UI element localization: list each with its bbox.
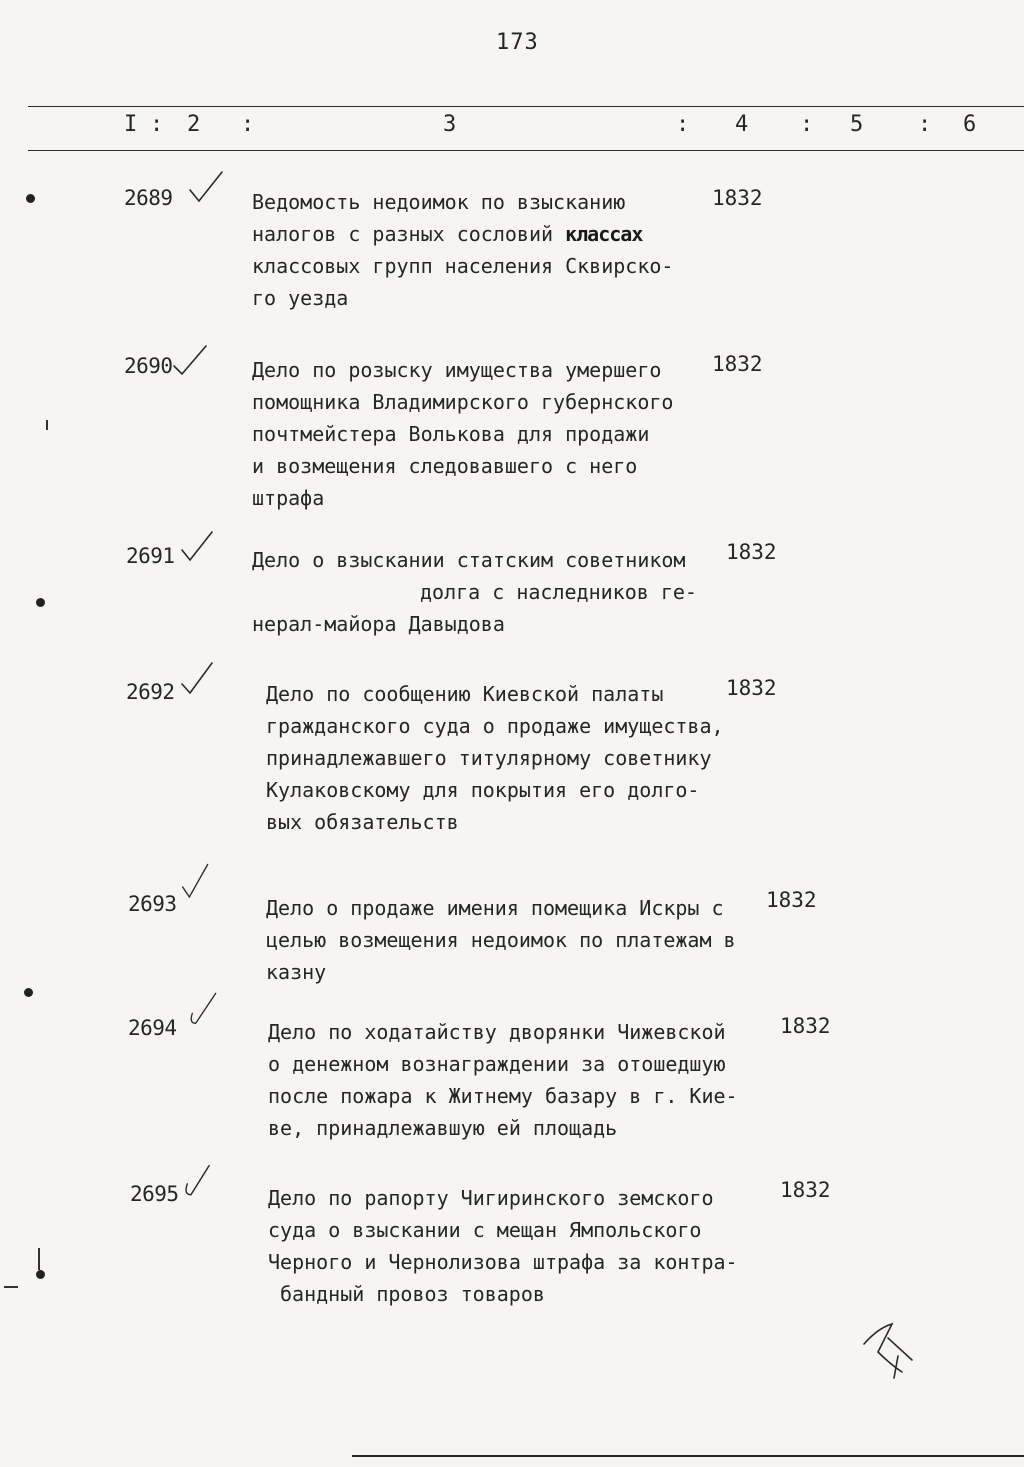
description-line: принадлежавшего титулярному советнику [266, 746, 712, 770]
description-line: классовых групп населения Сквирско- [252, 254, 674, 278]
checkmark-icon [178, 528, 218, 568]
record-description [268, 1016, 738, 1144]
description-line: Черного и Чернолизова штрафа за контра- [268, 1250, 738, 1274]
record-number: 2690 [124, 354, 173, 378]
column-header-6: 6 [963, 112, 977, 137]
header-bottom-rule [28, 150, 1024, 151]
record-year: 1832 [726, 676, 777, 700]
description-line: нерал-майора Давыдова [252, 612, 505, 636]
checkmark-icon [180, 1162, 220, 1202]
column-separator: : [241, 112, 255, 137]
description-line: бандный провоз товаров [280, 1282, 545, 1306]
record-description [268, 1182, 738, 1310]
margin-punch-dot [26, 194, 35, 203]
record-number: 2689 [124, 186, 173, 210]
column-header-5: 5 [850, 112, 864, 137]
record-year: 1832 [712, 352, 763, 376]
description-line: Дело по рапорту Чигиринского земского [268, 1186, 714, 1210]
record-description [252, 354, 673, 514]
page-number: 173 [496, 30, 539, 55]
record-number: 2694 [128, 1016, 177, 1040]
record-number: 2692 [126, 680, 175, 704]
column-separator: : [150, 112, 164, 137]
record-number: 2693 [128, 892, 177, 916]
description-line: штрафа [252, 486, 325, 510]
struck-out-word: классах [565, 222, 643, 246]
column-separator: : [918, 112, 932, 137]
record-year: 1832 [712, 186, 763, 210]
record-year: 1832 [780, 1014, 831, 1038]
description-line: казну [266, 960, 327, 984]
handwritten-folio-mark [858, 1318, 918, 1380]
description-line: о денежном вознаграждении за отошедшую [268, 1052, 726, 1076]
header-top-rule [28, 106, 1024, 107]
record-year: 1832 [726, 540, 777, 564]
checkmark-icon [170, 342, 210, 382]
description-line: Кулаковскому для покрытия его долго- [266, 778, 700, 802]
description-line: Дело по сообщению Киевской палаты [266, 682, 664, 706]
footer-rule [352, 1455, 1024, 1457]
description-line: вых обязательств [266, 810, 459, 834]
column-separator: : [676, 112, 690, 137]
description-line [252, 218, 673, 250]
column-header-3: 3 [443, 112, 457, 137]
margin-punch-dot [36, 598, 45, 607]
margin-stroke [46, 420, 48, 430]
description-line: целью возмещения недоимок по платежам в [266, 928, 736, 952]
description-line: Дело по ходатайству дворянки Чижевской [268, 1020, 726, 1044]
margin-stroke [4, 1286, 18, 1288]
record-description [252, 186, 673, 314]
checkmark-icon [184, 990, 224, 1030]
margin-punch-dot [24, 988, 33, 997]
checkmark-icon [178, 660, 218, 700]
record-description [266, 678, 724, 838]
description-line: и возмещения следовавшего с него [252, 454, 638, 478]
column-header-row [0, 112, 1024, 142]
description-line: Дело о продаже имения помещика Искры с [266, 896, 724, 920]
margin-punch-dot [36, 1270, 45, 1279]
description-line: Ведомость недоимок по взысканию [252, 190, 626, 214]
description-line: Дело о взыскании статским советником [252, 548, 686, 572]
description-line: после пожара к Житнему базару в г. Кие- [268, 1084, 738, 1108]
checkmark-icon [176, 862, 216, 902]
description-line-text: налогов с разных сословий [252, 222, 554, 246]
description-line: долга с наследников ге- [420, 580, 697, 604]
record-year: 1832 [780, 1178, 831, 1202]
description-line: суда о взыскании с мещан Ямпольского [268, 1218, 702, 1242]
checkmark-icon [186, 168, 226, 208]
record-description [266, 892, 736, 988]
record-description [252, 544, 697, 640]
description-line: помощника Владимирского губернского [252, 390, 674, 414]
record-year: 1832 [766, 888, 817, 912]
record-number: 2691 [126, 544, 175, 568]
description-line: Дело по розыску имущества умершего [252, 358, 662, 382]
description-line: гражданского суда о продаже имущества, [266, 714, 724, 738]
record-number: 2695 [130, 1182, 179, 1206]
margin-stroke [38, 1248, 40, 1270]
description-line: почтмейстера Волькова для продажи [252, 422, 650, 446]
column-header-4: 4 [735, 112, 749, 137]
description-line: ве, принадлежавшую ей площадь [268, 1116, 618, 1140]
column-separator: : [800, 112, 814, 137]
column-header-1: I [124, 112, 138, 137]
description-line: го уезда [252, 286, 349, 310]
column-header-2: 2 [187, 112, 201, 137]
